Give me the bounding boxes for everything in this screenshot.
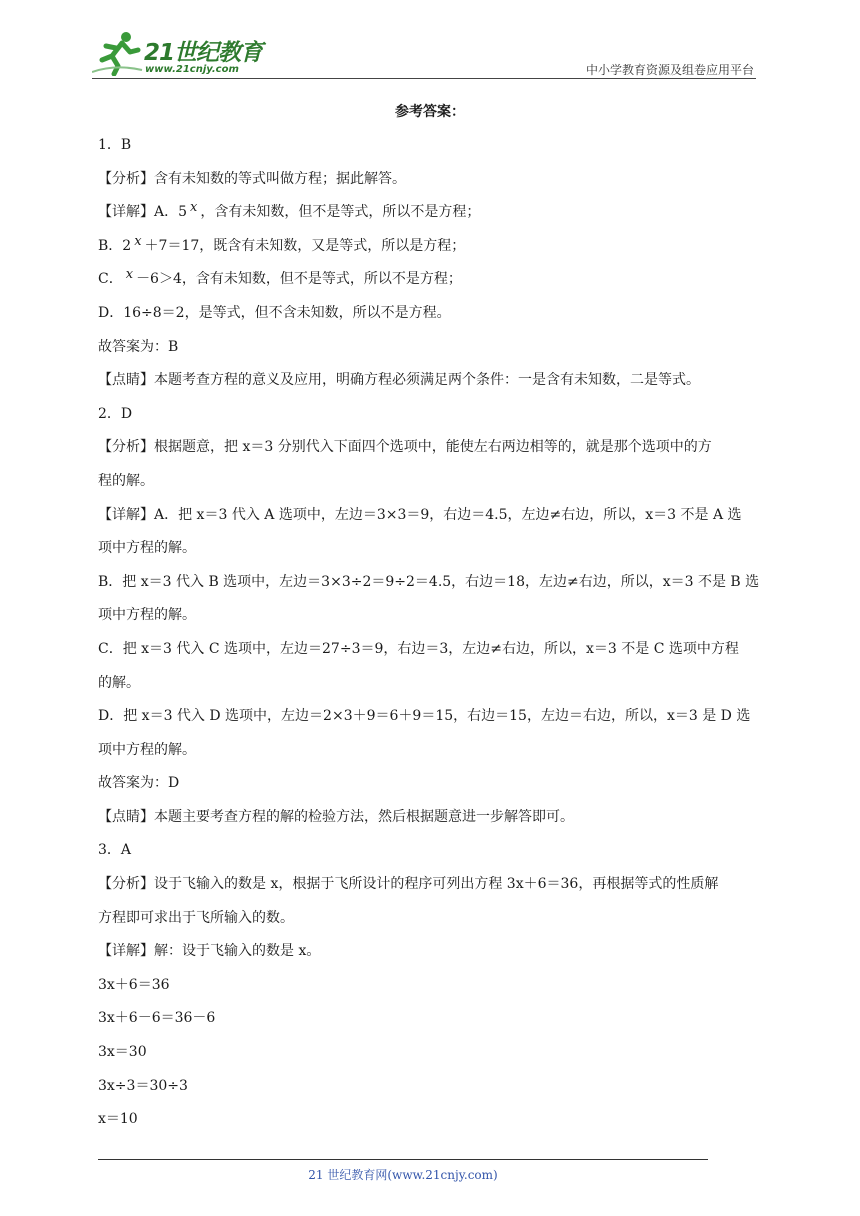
q2-detail-a-line2: 项中方程的解。 (98, 540, 196, 557)
variable-x: x (134, 233, 142, 249)
q2-conclusion: 故答案为：D (98, 775, 180, 792)
q1-detail-a (98, 196, 762, 230)
q2-detail-a-line1: 【详解】A．把 x＝3 代入 A 选项中，左边＝3×3＝9，右边＝4.5，左边≠右边，所以，x＝3 不是 A 选 (98, 506, 742, 523)
q3-analysis-line2: 方程即可求出于飞所输入的数。 (98, 909, 294, 926)
platform-name: 中小学教育资源及组卷应用平台 (585, 63, 754, 77)
page-title: 参考答案： (395, 104, 465, 120)
q1-detail-c (98, 263, 762, 297)
variable-x: x (125, 267, 134, 283)
footer-link[interactable]: 21 世纪教育网(www.21cnjy.com) (308, 1168, 498, 1182)
q2-analysis-line1: 【分析】根据题意，把 x＝3 分别代入下面四个选项中，能使左右两边相等的，就是那个选项中的方 (98, 439, 712, 456)
q1-analysis: 【分析】含有未知数的等式叫做方程；据此解答。 (98, 170, 406, 187)
q1-detail-a-post: ，含有未知数，但不是等式，所以不是方程； (200, 204, 481, 221)
q3-detail: 【详解】解：设于飞输入的数是 x。 (98, 943, 321, 960)
q3-step: 3x＝30 (98, 1044, 147, 1061)
variable-x: x (190, 200, 198, 216)
q1-detail-c-post: －6＞4，含有未知数，但不是等式，所以不是方程； (136, 271, 462, 288)
page-header (0, 0, 860, 90)
logo-url-text: www.21cnjy.com (145, 64, 239, 75)
site-logo[interactable] (92, 30, 267, 80)
q1-detail-a-pre: 【详解】A．5 (98, 204, 188, 221)
header-divider (92, 78, 756, 79)
q2-answer: 2．D (98, 405, 133, 422)
q1-detail-b-post: ＋7＝17，既含有未知数，又是等式，所以是方程； (144, 237, 466, 254)
logo-brand-text: 21世纪教育 (144, 40, 263, 66)
q1-detail-b (98, 230, 762, 264)
q3-step: 3x＋6－6＝36－6 (98, 1010, 216, 1027)
q2-comment: 【点睛】本题主要考查方程的解的检验方法，然后根据题意进一步解答即可。 (98, 808, 574, 825)
q2-detail-d-line2: 项中方程的解。 (98, 741, 196, 758)
q1-detail-b-pre: B．2 (98, 237, 132, 254)
q2-detail-b-line1: B．把 x＝3 代入 B 选项中，左边＝3×3÷2＝9÷2＝4.5，右边＝18，左边≠右边，所以，x＝3 不是 B 选 (98, 573, 760, 590)
q2-detail-c-line1: C．把 x＝3 代入 C 选项中，左边＝27÷3＝9，右边＝3，左边≠右边，所以，x＝3 不是 C 选项中方程 (98, 640, 739, 657)
q2-detail-b-line2: 项中方程的解。 (98, 607, 196, 624)
footer-divider (98, 1159, 708, 1160)
q1-detail-c-pre: C． (98, 271, 123, 288)
q1-detail-d: D．16÷8＝2，是等式，但不含未知数，所以不是方程。 (98, 304, 451, 321)
answer-content (98, 98, 762, 1137)
q2-analysis-line2: 程的解。 (98, 472, 154, 489)
q3-step: 3x÷3＝30÷3 (98, 1077, 188, 1094)
q3-answer: 3．A (98, 842, 132, 859)
q3-step: 3x＋6＝36 (98, 976, 170, 993)
q2-detail-c-line2: 的解。 (98, 674, 140, 691)
q1-conclusion: 故答案为：B (98, 338, 179, 355)
runner-icon (92, 30, 144, 76)
q1-comment: 【点睛】本题考查方程的意义及应用，明确方程必须满足两个条件：一是含有未知数，二是等式。 (98, 372, 700, 389)
q3-analysis-line1: 【分析】设于飞输入的数是 x，根据于飞所设计的程序可列出方程 3x＋6＝36，再根据等式的性质解 (98, 876, 719, 893)
q2-detail-d-line1: D．把 x＝3 代入 D 选项中，左边＝2×3＋9＝6＋9＝15，右边＝15，左边＝右边，所以，x＝3 是 D 选 (98, 708, 751, 725)
q1-answer: 1．B (98, 137, 132, 153)
q3-step: x＝10 (98, 1111, 138, 1128)
